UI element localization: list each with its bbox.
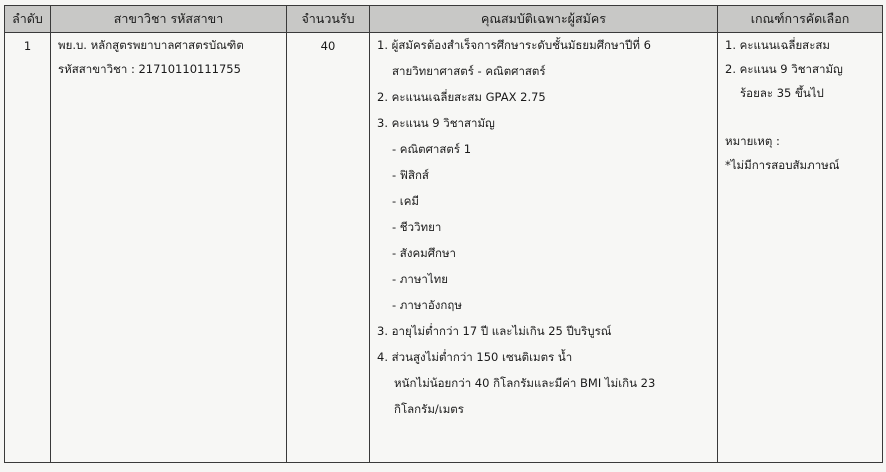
row-number: 1 (5, 33, 51, 463)
program-name: พย.บ. หลักสูตรพยาบาลศาสตรบัณฑิต (58, 38, 244, 52)
header-criteria: เกณฑ์การคัดเลือก (718, 6, 883, 33)
subject-item: - สังคมศึกษา (392, 246, 457, 260)
qualification-1-cont: สายวิทยาศาสตร์ - คณิตศาสตร์ (392, 64, 546, 78)
qualification-height-cont: หนักไม่น้อยกว่า 40 กิโลกรัมและมีค่า BMI ไม่เกิน 23 (394, 376, 656, 390)
header-qualifications: คุณสมบัติเฉพาะผู้สมัคร (370, 6, 718, 33)
qualification-age: 3. อายุไม่ต่ำกว่า 17 ปี และไม่เกิน 25 ปีบริบูรณ์ (377, 324, 612, 338)
header-no: ลำดับ (5, 6, 51, 33)
subject-item: - ฟิสิกส์ (392, 168, 429, 182)
criteria-1: 1. คะแนนเฉลี่ยสะสม (725, 38, 830, 52)
subject-item: - คณิตศาสตร์ 1 (392, 142, 472, 156)
program-code: รหัสสาขาวิชา : 21710110111755 (58, 62, 241, 76)
qualifications-cell (370, 33, 718, 463)
qualification-1: 1. ผู้สมัครต้องสำเร็จการศึกษาระดับชั้นมัธยมศึกษาปีที่ 6 (377, 38, 651, 52)
subject-item: - ภาษาไทย (392, 272, 448, 286)
seats-count: 40 (287, 33, 370, 463)
criteria-cell (718, 33, 883, 463)
qualification-height: 4. ส่วนสูงไม่ต่ำกว่า 150 เซนติเมตร น้ำ (377, 350, 573, 364)
subject-item: - ภาษาอังกฤษ (392, 298, 462, 312)
note-title: หมายเหตุ : (725, 134, 780, 148)
qualification-height-cont2: กิโลกรัม/เมตร (394, 402, 464, 416)
qualification-2: 2. คะแนนเฉลี่ยสะสม GPAX 2.75 (377, 90, 546, 104)
table-header (5, 6, 883, 33)
header-program: สาขาวิชา รหัสสาขา (51, 6, 287, 33)
subject-item: - เคมี (392, 194, 420, 208)
header-seats: จำนวนรับ (287, 6, 370, 33)
criteria-2: 2. คะแนน 9 วิชาสามัญ (725, 62, 843, 76)
subject-item: - ชีววิทยา (392, 220, 442, 234)
qualification-3: 3. คะแนน 9 วิชาสามัญ (377, 116, 495, 130)
criteria-2-cont: ร้อยละ 35 ขึ้นไป (740, 86, 824, 100)
admission-table (4, 5, 883, 463)
note-text: *ไม่มีการสอบสัมภาษณ์ (725, 158, 840, 172)
program-cell (51, 33, 287, 463)
table-row (5, 33, 883, 463)
